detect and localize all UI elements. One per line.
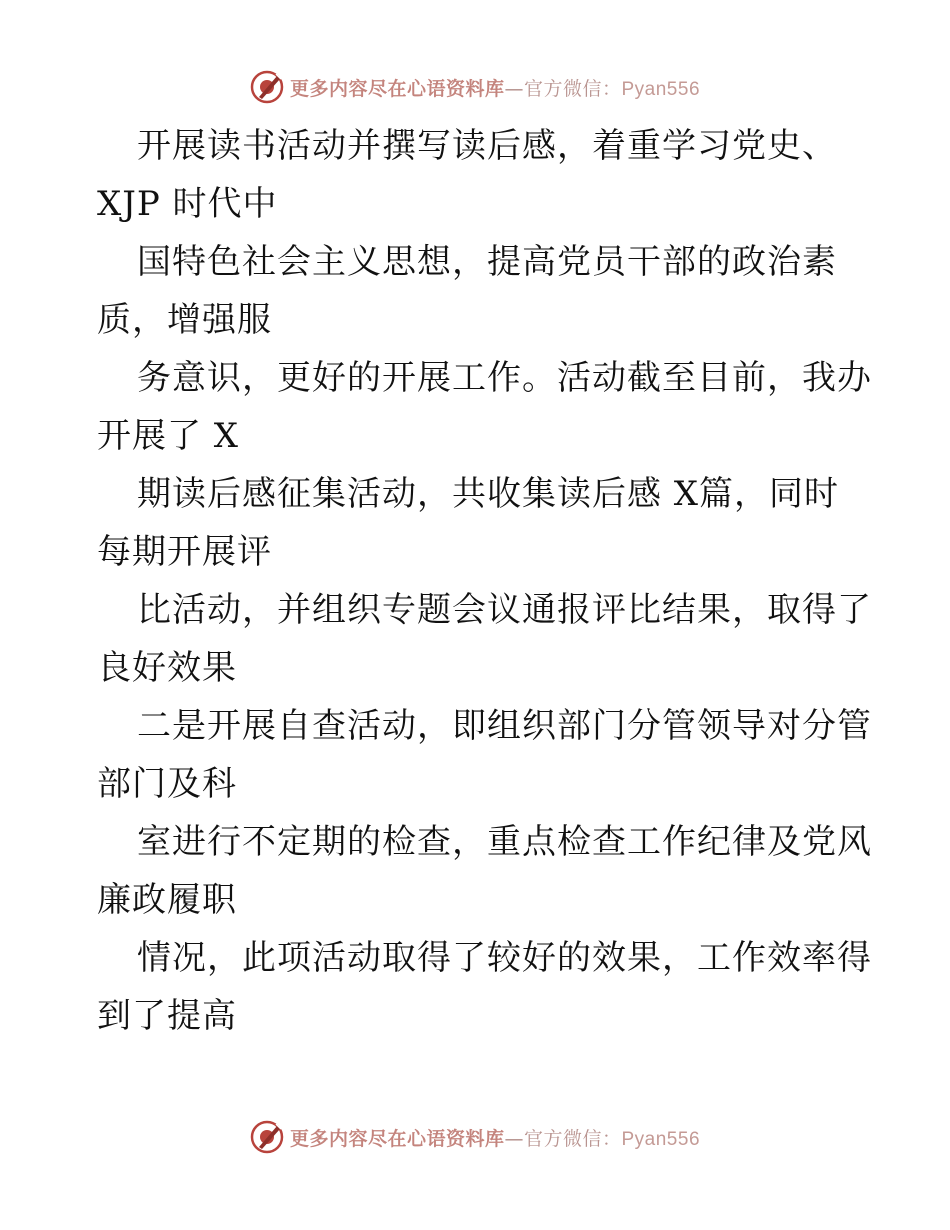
header-banner-inner	[250, 70, 700, 104]
body-line: 比活动，并组织专题会议通报评比结果，取得了	[137, 590, 872, 630]
header-subtitle: 官方微信：	[523, 77, 622, 100]
header-wechat-id: Pyan556	[621, 78, 701, 100]
body-line: 情况，此项活动取得了较好的效果，工作效率得	[137, 938, 872, 978]
header-banner-text	[290, 74, 700, 101]
body-line: 良好效果	[97, 648, 237, 688]
body-line: 部门及科	[97, 764, 237, 804]
body-line: 期读后感征集活动，共收集读后感 X篇，同时	[137, 474, 840, 514]
body-line: 开展读书活动并撰写读后感，着重学习党史、	[137, 126, 837, 166]
footer-brand-text: 更多内容尽在心语资料库	[289, 1127, 505, 1150]
body-line: 到了提高	[97, 996, 237, 1036]
body-line: 务意识，更好的开展工作。活动截至目前，我办	[137, 358, 872, 398]
body-line: 国特色社会主义思想，提高党员干部的政治素	[137, 242, 837, 282]
header-dash: —	[504, 77, 524, 100]
footer-wechat-id: Pyan556	[621, 1128, 701, 1150]
body-line: 二是开展自查活动，即组织部门分管领导对分管	[137, 706, 872, 746]
body-line: 廉政履职	[97, 880, 237, 920]
body-line: 室进行不定期的检查，重点检查工作纪律及党风	[137, 822, 872, 862]
header-brand-text: 更多内容尽在心语资料库	[289, 77, 505, 100]
footer-banner-inner	[250, 1120, 700, 1154]
body-line: 开展了 X	[97, 416, 240, 456]
body-line: XJP 时代中	[97, 184, 278, 224]
footer-banner	[0, 1120, 950, 1154]
body-line: 质，增强服	[97, 300, 272, 340]
footer-banner-text	[290, 1124, 700, 1151]
footer-subtitle: 官方微信：	[523, 1127, 622, 1150]
body-line: 每期开展评	[97, 532, 272, 572]
quill-logo-icon	[250, 70, 284, 104]
document-body	[97, 117, 897, 1045]
footer-dash: —	[504, 1127, 524, 1150]
quill-logo-icon	[250, 1120, 284, 1154]
header-banner	[0, 70, 950, 104]
